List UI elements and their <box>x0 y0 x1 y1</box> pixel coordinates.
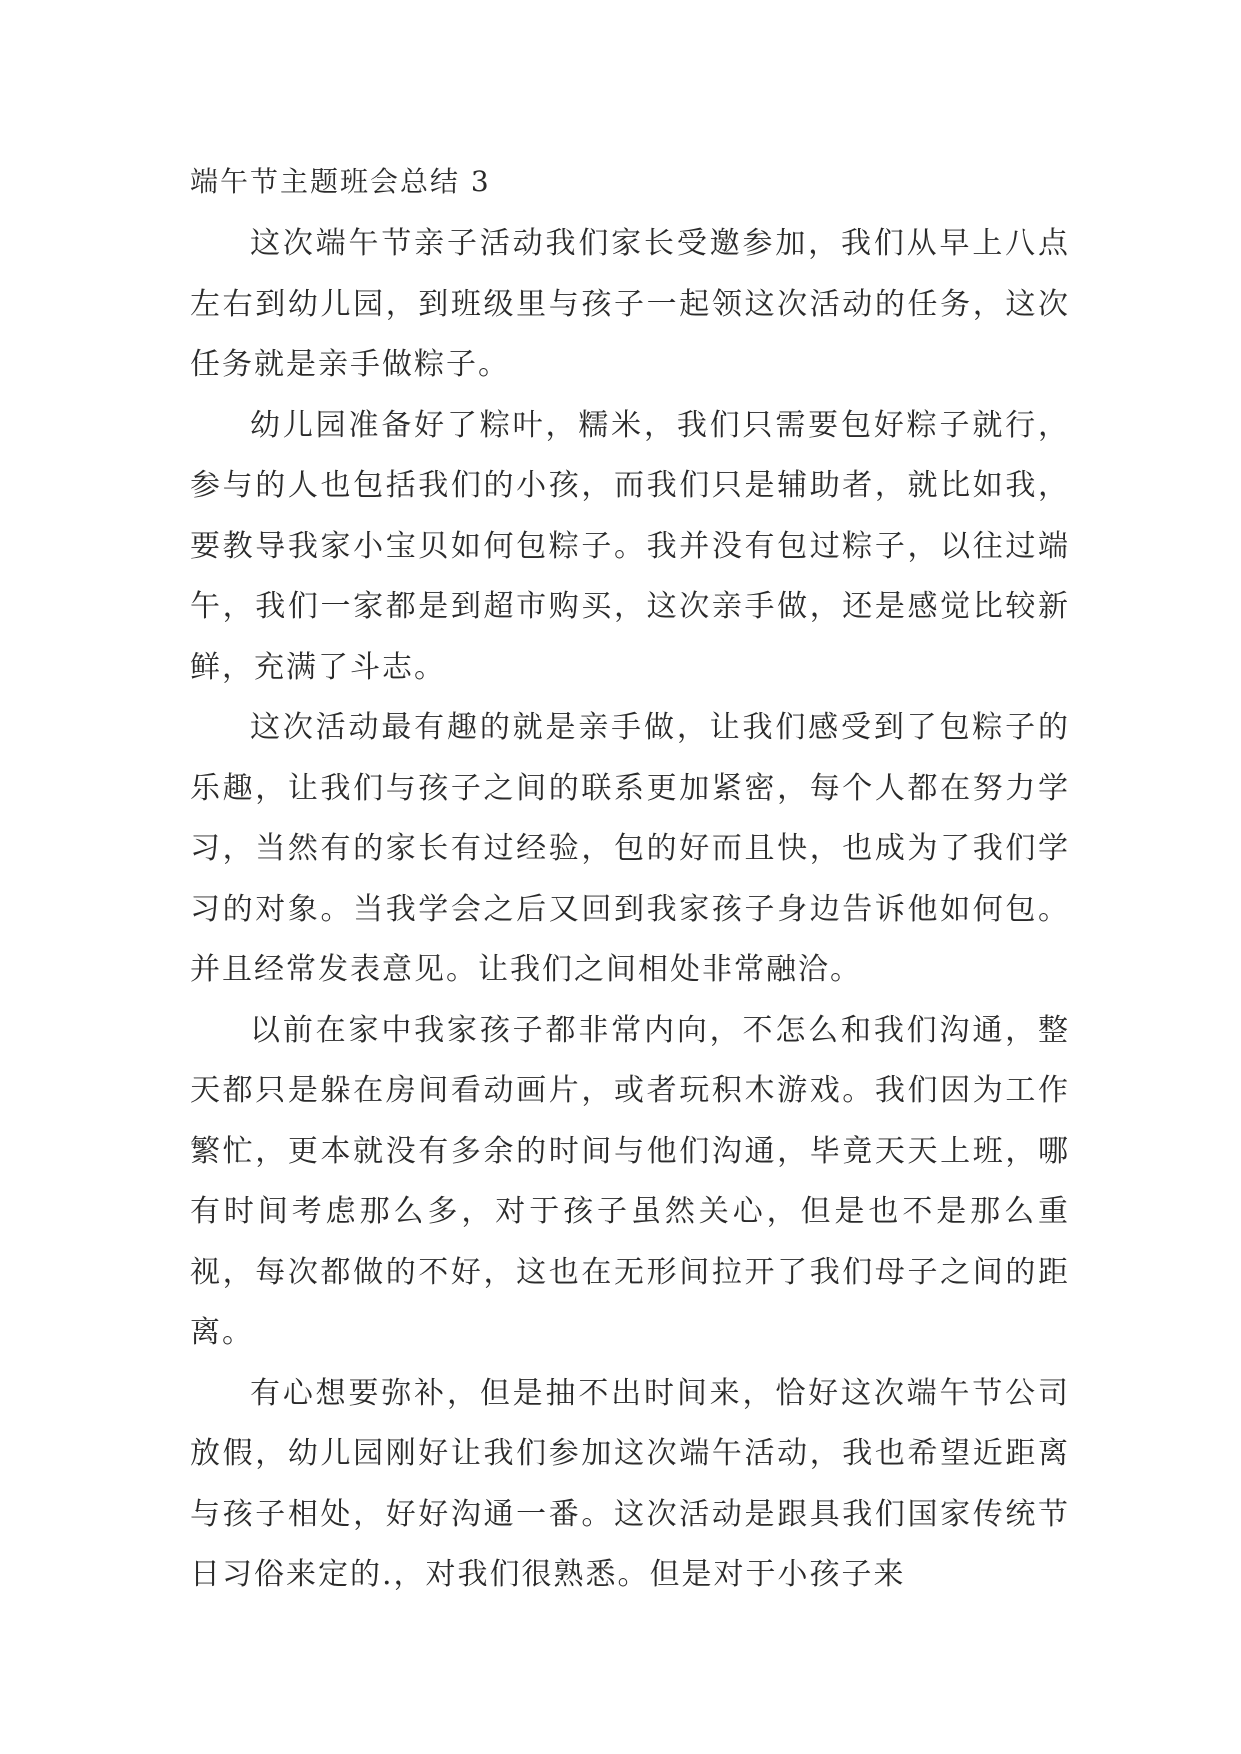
document-title: 端午节主题班会总结 3 <box>190 165 491 198</box>
paragraph-1: 这次端午节亲子活动我们家长受邀参加，我们从早上八点左右到幼儿园，到班级里与孩子一起领这次活动的任务，这次任务就是亲手做粽子。 <box>190 226 1070 382</box>
paragraph-4: 以前在家中我家孩子都非常内向，不怎么和我们沟通，整天都只是躲在房间看动画片，或者玩积木游戏。我们因为工作繁忙，更本就没有多余的时间与他们沟通，毕竟天天上班，哪有时间考虑那么多，对于孩子虽然关心，但是也不是那么重视，每次都做的不好，这也在无形间拉开了我们母子之间的距离。 <box>190 1012 1070 1350</box>
paragraph-2: 幼儿园准备好了粽叶，糯米，我们只需要包好粽子就行，参与的人也包括我们的小孩，而我们只是辅助者，就比如我，要教导我家小宝贝如何包粽子。我并没有包过粽子，以往过端午，我们一家都是到超市购买，这次亲手做，还是感觉比较新鲜，充满了斗志。 <box>190 407 1070 685</box>
paragraph-3: 这次活动最有趣的就是亲手做，让我们感受到了包粽子的乐趣，让我们与孩子之间的联系更加紧密，每个人都在努力学习，当然有的家长有过经验，包的好而且快，也成为了我们学习的对象。当我学会之后又回到我家孩子身边告诉他如何包。并且经常发表意见。让我们之间相处非常融洽。 <box>190 710 1070 987</box>
document-page <box>190 150 1070 1606</box>
paragraph-5: 有心想要弥补，但是抽不出时间来，恰好这次端午节公司放假，幼儿园刚好让我们参加这次端午活动，我也希望近距离与孩子相处，好好沟通一番。这次活动是跟具我们国家传统节日习俗来定的.，对我们很熟悉。但是对于小孩子来 <box>190 1375 1070 1592</box>
